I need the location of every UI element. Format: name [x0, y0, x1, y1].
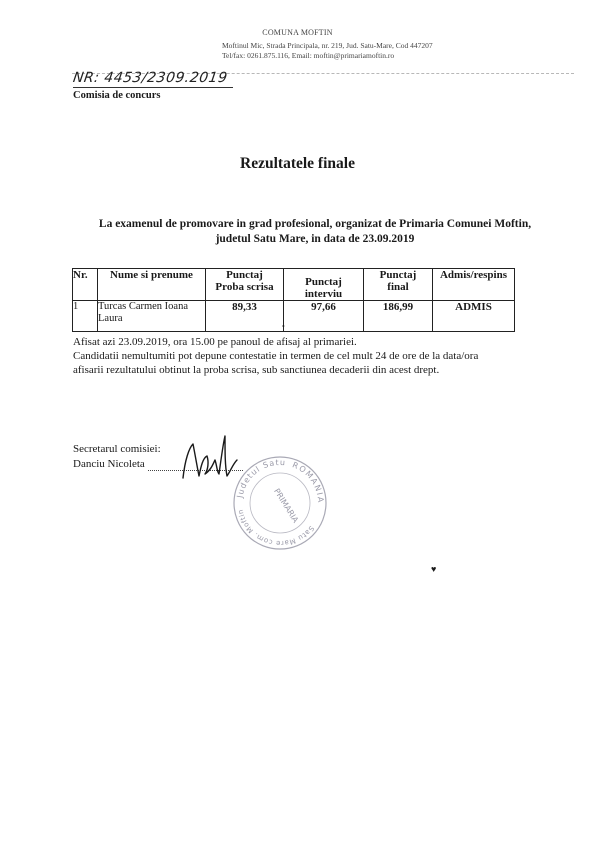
header-interview-line-1: Punctaj — [305, 276, 342, 288]
letterhead-address: Moftinul Mic, Strada Principala, nr. 219, Jud. Satu-Mare, Cod 447207 — [222, 41, 433, 50]
stamp-center-text: PRIMARIA — [272, 486, 301, 525]
cell-name: Turcas Carmen Ioana Laura — [98, 301, 206, 332]
stamp-left-text: Judetul Satu — [235, 457, 287, 499]
header-written-line-1: Punctaj — [226, 269, 263, 281]
official-stamp — [232, 455, 328, 551]
svg-text:Satu Mare com. Moftin — [236, 508, 315, 547]
cell-written-score: 89,33 — [206, 301, 284, 332]
header-interview-score — [284, 269, 364, 301]
results-table — [72, 268, 515, 332]
header-written-score — [206, 269, 284, 301]
notice-line-1: Afisat azi 23.09.2019, ora 15.00 pe panoul de afisaj al primariei. — [73, 336, 357, 348]
notice-line-3: afisarii rezultatului obtinut la proba scrisa, sub sanctiunea decaderii din acest drept. — [73, 364, 440, 376]
stray-mark: • — [282, 322, 285, 331]
header-final-line-1: Punctaj — [379, 269, 417, 281]
secretary-title: Secretarul comisiei: — [73, 443, 161, 455]
cell-result: ADMIS — [433, 301, 515, 332]
stamp-bottom-text: Satu Mare com. Moftin — [236, 508, 316, 548]
cell-interview-score: 97,66 — [284, 301, 364, 332]
table-row — [73, 301, 515, 332]
exam-description-line-2: judetul Satu Mare, in data de 23.09.2019 — [215, 233, 415, 245]
registration-underline — [73, 87, 233, 88]
table-header-row — [73, 269, 515, 301]
secretary-name: Danciu Nicoleta — [73, 458, 145, 470]
exam-description-line-1: La examenul de promovare in grad profesional, organizat de Primaria Comunei Moftin, — [98, 218, 532, 230]
page-title: Rezultatele finale — [240, 155, 355, 172]
header-final-score — [364, 269, 433, 301]
posting-notice — [73, 335, 553, 377]
header-written-line-2: Proba scrisa — [215, 281, 274, 293]
header-interview-line-2: interviu — [304, 288, 343, 300]
letterhead-org: COMUNA MOFTIN — [262, 28, 333, 37]
stray-heart-mark: ♥ — [431, 564, 437, 574]
registration-number: NR: 4453/2309.2019 — [71, 70, 229, 86]
cell-nr: 1 — [73, 301, 98, 332]
header-result: Admis/respins — [433, 269, 515, 301]
header-final-line-2: final — [387, 281, 409, 293]
header-name: Nume si prenume — [98, 269, 206, 301]
exam-description — [80, 217, 550, 247]
committee-label: Comisia de concurs — [73, 90, 161, 101]
stamp-top-text: ROMANIA — [290, 460, 326, 505]
letterhead-contact: Tel/fax: 0261.875.116, Email: moftin@primariamoftin.ro — [222, 51, 395, 60]
header-nr: Nr. — [73, 269, 98, 301]
cell-final-score: 186,99 — [364, 301, 433, 332]
notice-line-2: Candidatii nemultumiti pot depune contestatie in termen de cel mult 24 de ore de la data/ora — [73, 350, 479, 362]
